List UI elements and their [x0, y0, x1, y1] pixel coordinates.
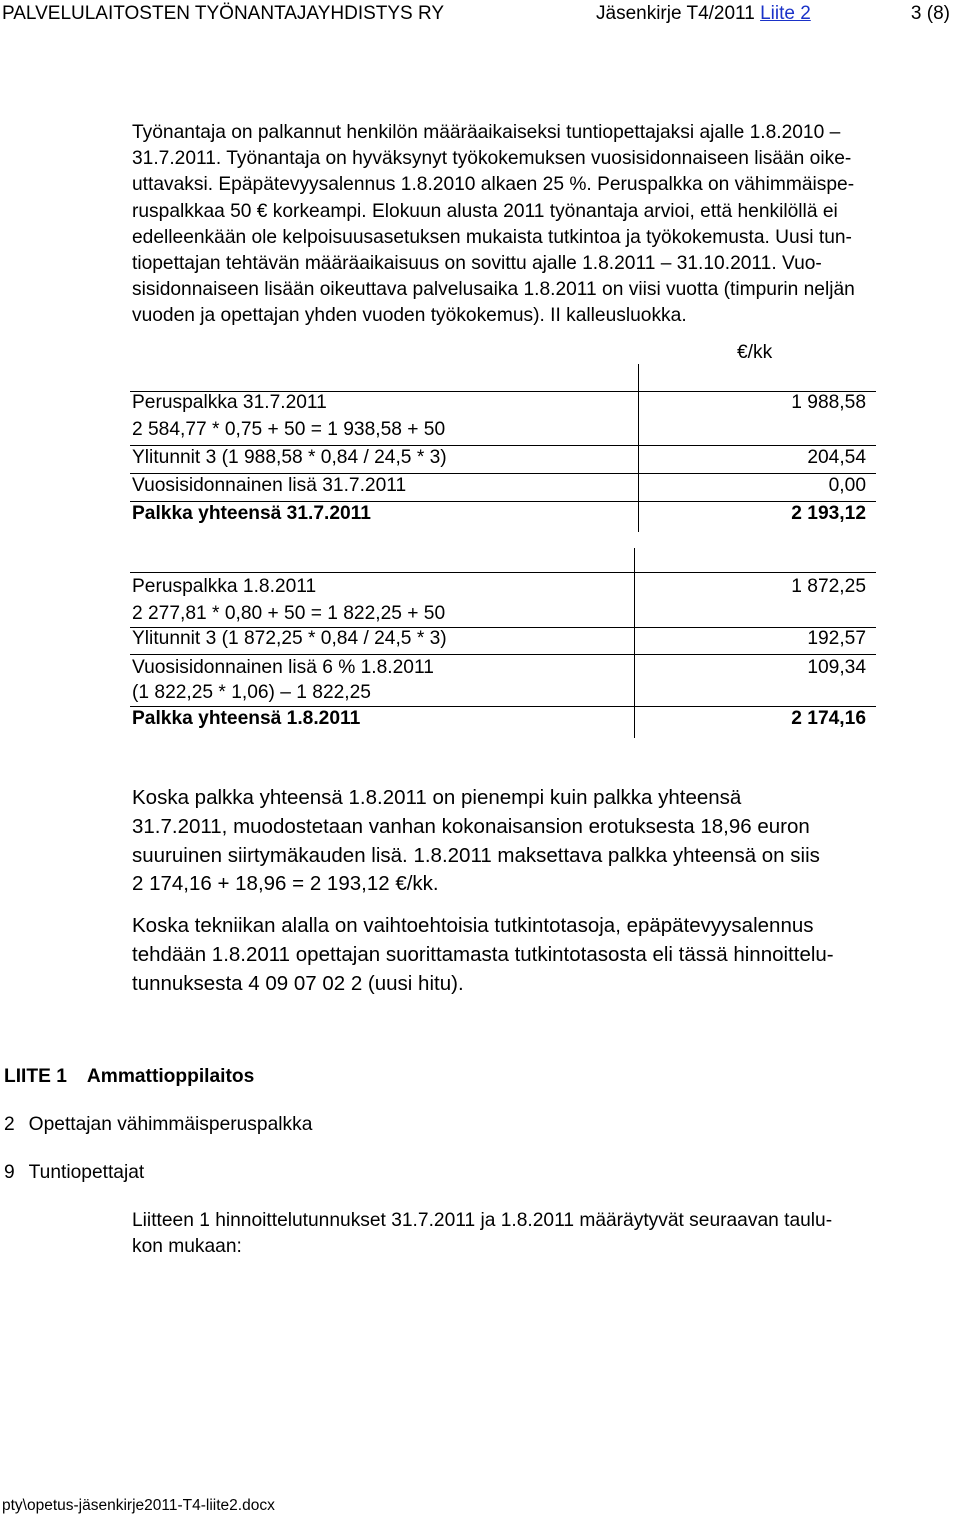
appendix-paragraph [132, 1208, 932, 1260]
transition-paragraph [132, 784, 932, 899]
appendix-item [4, 1114, 312, 1136]
table-total-row [130, 503, 876, 531]
row-value: 1 988,58 [791, 392, 866, 413]
item-text: Opettajan vähimmäisperuspalkka [28, 1114, 313, 1135]
salary-table-july [130, 364, 876, 534]
table-rule [130, 572, 876, 573]
text-line: tehdään 1.8.2011 opettajan suorittamasta tutkintotasosta eli tässä hinnoittelu- [132, 942, 834, 966]
intro-paragraph [132, 120, 932, 330]
text-line: sisidonnaiseen lisään oikeuttava palvelusaika 1.8.2011 on viisi vuotta (timpurin neljän [132, 279, 855, 301]
item-text: Tuntiopettajat [28, 1162, 145, 1183]
table-rule [130, 501, 876, 502]
row-label: 2 277,81 * 0,80 + 50 = 1 822,25 + 50 [132, 603, 446, 624]
row-label: Palkka yhteensä 31.7.2011 [132, 503, 371, 524]
text-line: tiopettajan tehtävän määräaikaisuus on sovittu ajalle 1.8.2011 – 31.10.2011. Vuo- [132, 253, 822, 275]
table-row [130, 657, 876, 685]
row-value: 2 193,12 [791, 503, 866, 524]
row-value: 0,00 [828, 475, 866, 496]
appendix-title: Ammattioppilaitos [86, 1066, 255, 1087]
text-line: 31.7.2011. Työnantaja on hyväksynyt työkokemuksen vuosisidonnaiseen lisään oike- [132, 148, 852, 170]
table-row [130, 419, 876, 447]
row-label: Peruspalkka 1.8.2011 [132, 576, 317, 597]
page-number: 3 (8) [910, 3, 950, 24]
text-line: Työnantaja on palkannut henkilön määräaikaiseksi tuntiopettajaksi ajalle 1.8.2010 – [132, 122, 841, 143]
row-label: Vuosisidonnainen lisä 31.7.2011 [132, 475, 407, 496]
text-line: 31.7.2011, muodostetaan vanhan kokonaisansion erotuksesta 18,96 euron [132, 814, 810, 838]
table-rule [130, 445, 876, 446]
text-line: uttavaksi. Epäpätevyysalennus 1.8.2010 alkaen 25 %. Peruspalkka on vähimmäispe- [132, 174, 855, 196]
row-label: 2 584,77 * 0,75 + 50 = 1 938,58 + 50 [132, 419, 446, 440]
text-line: tunnuksesta 4 09 07 02 2 (uusi hitu). [132, 971, 464, 995]
table-row [130, 475, 876, 503]
table-rule [130, 706, 876, 707]
text-line: ruspalkkaa 50 € korkeampi. Elokuun alusta 2011 työnantaja arvioi, että henkilöllä ei [132, 200, 838, 222]
text-line: suuruinen siirtymäkauden lisä. 1.8.2011 maksettava palkka yhteensä on siis [132, 843, 820, 867]
appendix-number: LIITE 1 [4, 1066, 67, 1087]
table-row [130, 628, 876, 656]
text-line: Liitteen 1 hinnoittelutunnukset 31.7.2011 ja 1.8.2011 määräytyvät seuraavan taulu- [132, 1210, 833, 1231]
item-number: 9 [4, 1162, 15, 1183]
item-number: 2 [4, 1114, 15, 1135]
doc-prefix: Jäsenkirje T4/2011 [596, 3, 755, 24]
table-rule [130, 473, 876, 474]
attachment-link[interactable]: Liite 2 [760, 3, 811, 24]
table-rule [130, 654, 876, 655]
row-label: Peruspalkka 31.7.2011 [132, 392, 327, 413]
text-line: kon mukaan: [132, 1236, 242, 1258]
row-label: (1 822,25 * 1,06) – 1 822,25 [132, 682, 371, 703]
row-label: Vuosisidonnainen lisä 6 % 1.8.2011 [132, 657, 434, 678]
table-row [130, 392, 876, 420]
file-path-footer: pty\opetus-jäsenkirje2011-T4-liite2.docx [2, 1497, 275, 1514]
appendix-item [4, 1162, 144, 1184]
table-row [130, 447, 876, 475]
row-label: Ylitunnit 3 (1 988,58 * 0,84 / 24,5 * 3) [132, 447, 447, 468]
table-row [130, 576, 876, 604]
appendix-heading [4, 1066, 254, 1088]
row-value: 2 174,16 [791, 708, 866, 729]
row-value: 1 872,25 [791, 576, 866, 597]
row-value: 204,54 [807, 447, 866, 468]
table-total-row [130, 708, 876, 736]
text-line: 2 174,16 + 18,96 = 2 193,12 €/kk. [132, 872, 439, 896]
salary-table-august [130, 548, 876, 738]
unit-header: €/kk [737, 342, 773, 363]
document-reference [596, 3, 811, 25]
reduction-paragraph [132, 912, 932, 998]
org-name: PALVELULAITOSTEN TYÖNANTAJAYHDISTYS RY [2, 3, 445, 24]
row-value: 192,57 [807, 628, 866, 649]
text-line: Koska tekniikan alalla on vaihtoehtoisia tutkintotasoja, epäpätevyysalennus [132, 914, 814, 937]
row-label: Ylitunnit 3 (1 872,25 * 0,84 / 24,5 * 3) [132, 628, 447, 649]
text-line: edelleenkään ole kelpoisuusasetuksen mukaista tutkintoa ja työkokemusta. Uusi tun- [132, 226, 852, 248]
text-line: Koska palkka yhteensä 1.8.2011 on pienempi kuin palkka yhteensä [132, 786, 742, 809]
row-label: Palkka yhteensä 1.8.2011 [132, 708, 361, 729]
text-line: vuoden ja opettajan yhden vuoden työkokemus). II kalleusluokka. [132, 305, 687, 327]
row-value: 109,34 [807, 657, 866, 678]
